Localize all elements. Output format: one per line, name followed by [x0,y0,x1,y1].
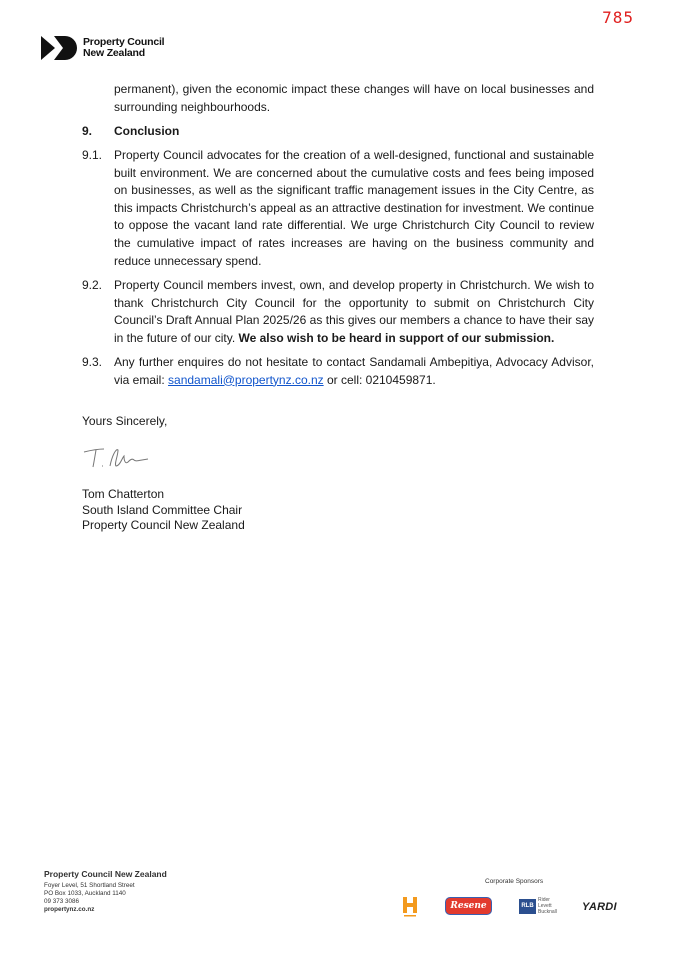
section-title: Conclusion [114,124,180,138]
intro-continuation: permanent), given the economic impact these changes will have on local businesses and surrounding neighbourhoods. [114,82,594,114]
closing: Yours Sincerely, [82,414,168,428]
signatory-role: South Island Committee Chair [82,502,243,517]
logo-line-2: New Zealand [83,47,145,59]
item-9-2-number: 9.2. [82,278,103,292]
item-9-3-text-before: Any further enquires do not hesitate to contact Sandamali Ambepitiya, Advocacy Advisor, via email: [114,355,594,387]
footer-org: Property Council New Zealand [44,869,167,879]
signatory-org: Property Council New Zealand [82,518,245,532]
item-9-2-paragraph [114,277,594,347]
item-9-1-text: Property Council advocates for the creation of a well-designed, functional and sustainable built environment. We are concerned about the cumulative costs and fees being imposed on businesses, as well as the significant traffic management issues in the City Centre, as this impacts Christchurch’s appeal as an attractive destination for investment. We continue to oppose the vacant land rate differential. We urge Christchurch City Council to review the cumulative impact of rates increases are having on the business community and reduce unnecessary spend. [114,148,594,268]
rlb-sponsor-logo: RLB [519,899,536,914]
h-sponsor-logo [401,896,419,918]
item-9-2-text: Property Council members invest, own, and develop property in Christchurch. We wish to thank Christchurch City Council for the opportunity to submit on Christchurch City Council’s Draft Annual Plan 2025/26 as this gives our members a chance to have their say in the future of our city. [114,278,594,345]
item-9-3-paragraph [114,354,594,389]
property-council-logo [41,36,164,60]
rlb-sponsor-name: Rider Levett Bucknall [538,897,557,915]
footer-website: propertynz.co.nz [44,906,95,913]
footer-address-line-2: PO Box 1033, Auckland 1140 [44,890,126,897]
section-number: 9. [82,124,93,138]
footer-address-line-1: Foyer Level, 51 Shortland Street [44,882,135,889]
item-9-1-number: 9.1. [82,148,103,162]
footer-contact [44,869,167,913]
logo-mark-icon [41,36,77,60]
item-9-2-bold-text: We also wish to be heard in support of our submission. [238,330,555,345]
handwritten-signature [82,444,152,470]
footer-phone: 09 373 3086 [44,898,80,905]
yardi-sponsor-logo: YARDI [582,901,617,913]
page-number: 785 [602,8,634,27]
resene-sponsor-logo: Resene [446,898,491,914]
signatory-name: Tom Chatterton [82,487,165,501]
logo-line-1: Property Council [83,36,165,48]
email-link[interactable]: sandamali@propertynz.co.nz [168,372,324,387]
item-9-3-text-after: or cell: 0210459871. [326,372,436,387]
item-9-3-number: 9.3. [82,355,103,369]
signatory-block [82,487,245,534]
sponsors-title: Corporate Sponsors [485,878,544,885]
